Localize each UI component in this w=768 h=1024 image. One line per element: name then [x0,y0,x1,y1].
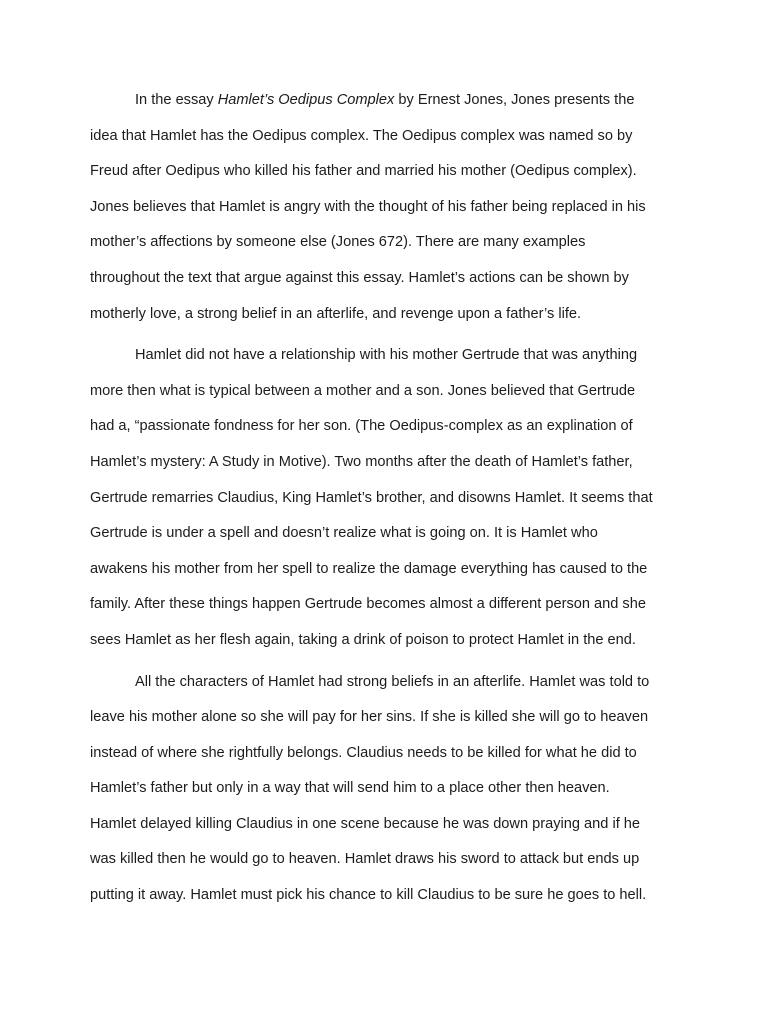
text-line [90,700,690,736]
text-segment: had a, “passionate fondness for her son. (The Oedipus-complex as an explination of [90,418,633,435]
text-segment: mother’s affections by someone else (Jones 672). There are many examples [90,234,586,251]
text-line [90,771,690,807]
text-segment: throughout the text that argue against this essay. Hamlet’s actions can be shown by [90,269,629,286]
text-segment: idea that Hamlet has the Oedipus complex. The Oedipus complex was named so by [90,127,633,144]
text-segment: Hamlet did not have a relationship with his mother Gertrude that was anything [135,347,638,364]
text-line [90,587,690,623]
text-segment: Gertrude remarries Claudius, King Hamlet’s brother, and disowns Hamlet. It seems that [90,489,653,506]
paragraph-1 [90,83,690,332]
paragraph-3 [90,665,690,914]
text-segment: All the characters of Hamlet had strong beliefs in an afterlife. Hamlet was told to [135,673,650,690]
text-line [90,807,690,843]
text-line [90,516,690,552]
essay-body [90,83,690,914]
text-segment: family. After these things happen Gertrude becomes almost a different person and she [90,596,646,613]
text-segment: more then what is typical between a mother and a son. Jones believed that Gertrude [90,382,636,399]
text-segment: Freud after Oedipus who killed his father and married his mother (Oedipus complex). [90,163,637,180]
text-line [90,374,690,410]
text-segment: by Ernest Jones, Jones presents the [394,92,635,108]
text-segment: instead of where she rightfully belongs. Claudius needs to be killed for what he did to [90,744,637,761]
essay-title-italic: Hamlet’s Oedipus Complex [217,92,395,108]
text-line [90,552,690,588]
text-line [90,445,690,481]
text-line [90,225,690,261]
text-line [90,665,690,701]
text-segment: Hamlet’s father but only in a way that will send him to a place other then heaven. [90,780,610,797]
paragraph-2 [90,338,690,658]
text-segment: In the essay [135,92,218,108]
text-segment: motherly love, a strong belief in an afterlife, and revenge upon a father’s life. [90,305,582,322]
text-line [90,623,690,659]
text-line [90,83,690,119]
text-line [90,119,690,155]
text-line [90,481,690,517]
text-line [90,190,690,226]
text-line [90,842,690,878]
text-line [90,409,690,445]
text-segment: awakens his mother from her spell to realize the damage everything has caused to the [90,560,648,577]
text-segment: leave his mother alone so she will pay for her sins. If she is killed she will go to heaven [90,709,649,726]
text-line [90,154,690,190]
text-line [90,261,690,297]
text-line [90,338,690,374]
text-segment: putting it away. Hamlet must pick his chance to kill Claudius to be sure he goes to hell. [90,887,647,904]
text-line [90,878,690,914]
text-segment: sees Hamlet as her flesh again, taking a drink of poison to protect Hamlet in the end. [90,631,636,648]
text-line [90,297,690,333]
text-segment: Hamlet’s mystery: A Study in Motive). Two months after the death of Hamlet’s father, [90,453,633,470]
text-segment: Jones believes that Hamlet is angry with the thought of his father being replaced in his [90,198,646,215]
text-line [90,736,690,772]
text-segment: Hamlet delayed killing Claudius in one scene because he was down praying and if he [90,815,641,832]
text-segment: Gertrude is under a spell and doesn’t realize what is going on. It is Hamlet who [90,525,598,542]
text-segment: was killed then he would go to heaven. Hamlet draws his sword to attack but ends up [90,851,640,868]
